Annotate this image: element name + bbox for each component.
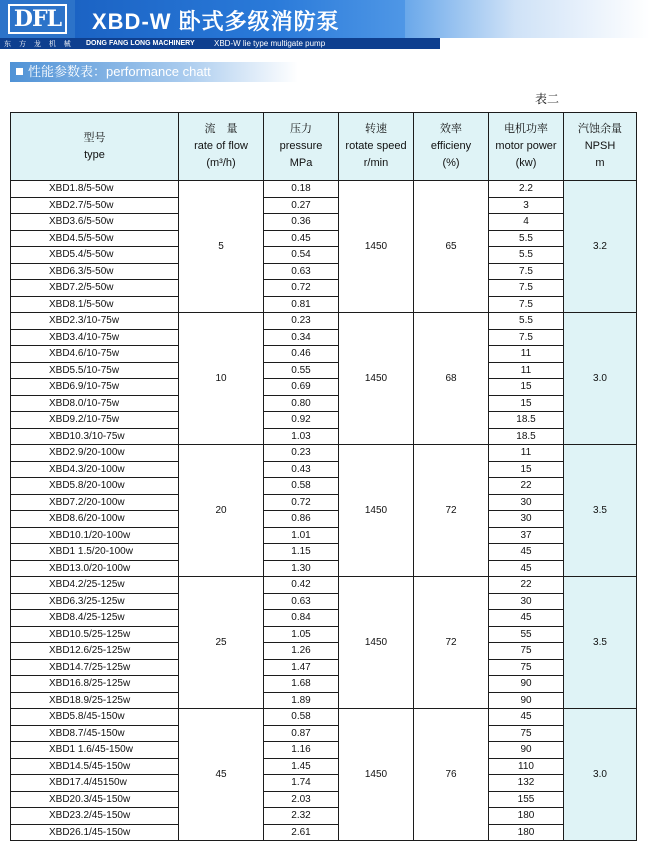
pressure-cell: 0.80 <box>264 395 339 412</box>
npsh-cell: 3.2 <box>564 181 637 313</box>
brand-logo: DFL <box>0 0 75 38</box>
npsh-cell: 3.5 <box>564 445 637 577</box>
flow-cell: 45 <box>179 709 264 841</box>
pressure-cell: 0.27 <box>264 197 339 214</box>
pressure-cell: 1.01 <box>264 527 339 544</box>
table-label: 表二 <box>535 92 560 106</box>
table-row <box>11 197 637 214</box>
pressure-cell: 1.26 <box>264 643 339 660</box>
model-cell: XBD10.3/10-75w <box>11 428 179 445</box>
model-cell: XBD23.2/45-150w <box>11 808 179 825</box>
model-cell: XBD8.6/20-100w <box>11 511 179 528</box>
pressure-cell: 0.81 <box>264 296 339 313</box>
model-cell: XBD2.9/20-100w <box>11 445 179 462</box>
power-cell: 45 <box>489 544 564 561</box>
speed-cell: 1450 <box>339 709 414 841</box>
flow-cell: 25 <box>179 577 264 709</box>
model-cell: XBD10.5/25-125w <box>11 626 179 643</box>
table-row <box>11 230 637 247</box>
power-cell: 11 <box>489 445 564 462</box>
table-row <box>11 494 637 511</box>
efficiency-cell: 72 <box>414 445 489 577</box>
model-cell: XBD5.8/45-150w <box>11 709 179 726</box>
power-cell: 18.5 <box>489 428 564 445</box>
header-pressure: 压力 pressure MPa <box>264 113 339 181</box>
power-cell: 75 <box>489 659 564 676</box>
flow-cell: 20 <box>179 445 264 577</box>
model-cell: XBD3.4/10-75w <box>11 329 179 346</box>
model-cell: XBD7.2/20-100w <box>11 494 179 511</box>
power-cell: 7.5 <box>489 296 564 313</box>
model-cell: XBD7.2/5-50w <box>11 280 179 297</box>
company-name-en: DONG FANG LONG MACHINERY <box>86 40 195 47</box>
header-flow: 流 量 rate of flow (m³/h) <box>179 113 264 181</box>
table-row <box>11 824 637 841</box>
power-cell: 37 <box>489 527 564 544</box>
pressure-cell: 1.05 <box>264 626 339 643</box>
power-cell: 15 <box>489 379 564 396</box>
pressure-cell: 0.55 <box>264 362 339 379</box>
speed-cell: 1450 <box>339 181 414 313</box>
power-cell: 132 <box>489 775 564 792</box>
pressure-cell: 1.74 <box>264 775 339 792</box>
table-row <box>11 791 637 808</box>
table-row <box>11 692 637 709</box>
power-cell: 75 <box>489 725 564 742</box>
model-cell: XBD4.5/5-50w <box>11 230 179 247</box>
table-row <box>11 313 637 330</box>
model-cell: XBD4.3/20-100w <box>11 461 179 478</box>
power-cell: 5.5 <box>489 247 564 264</box>
npsh-cell: 3.0 <box>564 709 637 841</box>
pressure-cell: 1.16 <box>264 742 339 759</box>
model-cell: XBD5.8/20-100w <box>11 478 179 495</box>
table-row <box>11 412 637 429</box>
power-cell: 110 <box>489 758 564 775</box>
model-cell: XBD6.9/10-75w <box>11 379 179 396</box>
table-row <box>11 527 637 544</box>
table-row <box>11 362 637 379</box>
pressure-cell: 0.84 <box>264 610 339 627</box>
table-row <box>11 725 637 742</box>
model-cell: XBD8.4/25-125w <box>11 610 179 627</box>
power-cell: 18.5 <box>489 412 564 429</box>
header-efficiency: 效率 efficieny (%) <box>414 113 489 181</box>
power-cell: 11 <box>489 346 564 363</box>
model-cell: XBD2.3/10-75w <box>11 313 179 330</box>
model-cell: XBD14.7/25-125w <box>11 659 179 676</box>
table-row <box>11 758 637 775</box>
table-row <box>11 445 637 462</box>
pressure-cell: 0.63 <box>264 263 339 280</box>
pressure-cell: 0.42 <box>264 577 339 594</box>
power-cell: 7.5 <box>489 280 564 297</box>
power-cell: 30 <box>489 593 564 610</box>
power-cell: 180 <box>489 824 564 841</box>
table-row <box>11 478 637 495</box>
model-cell: XBD1 1.5/20-100w <box>11 544 179 561</box>
power-cell: 3 <box>489 197 564 214</box>
power-cell: 22 <box>489 478 564 495</box>
model-cell: XBD20.3/45-150w <box>11 791 179 808</box>
pressure-cell: 1.68 <box>264 676 339 693</box>
efficiency-cell: 68 <box>414 313 489 445</box>
pressure-cell: 0.72 <box>264 280 339 297</box>
table-row <box>11 659 637 676</box>
table-row <box>11 560 637 577</box>
power-cell: 22 <box>489 577 564 594</box>
table-row <box>11 808 637 825</box>
model-cell: XBD8.7/45-150w <box>11 725 179 742</box>
title-bar-fade <box>405 0 650 38</box>
pressure-cell: 0.23 <box>264 313 339 330</box>
table-body <box>11 181 637 841</box>
model-cell: XBD26.1/45-150w <box>11 824 179 841</box>
model-cell: XBD3.6/5-50w <box>11 214 179 231</box>
pressure-cell: 0.46 <box>264 346 339 363</box>
company-strip <box>0 38 440 49</box>
table-row <box>11 709 637 726</box>
model-cell: XBD4.2/25-125w <box>11 577 179 594</box>
power-cell: 5.5 <box>489 313 564 330</box>
table-row <box>11 428 637 445</box>
pressure-cell: 1.45 <box>264 758 339 775</box>
power-cell: 11 <box>489 362 564 379</box>
efficiency-cell: 72 <box>414 577 489 709</box>
power-cell: 75 <box>489 643 564 660</box>
pressure-cell: 1.30 <box>264 560 339 577</box>
pressure-cell: 0.87 <box>264 725 339 742</box>
pressure-cell: 0.58 <box>264 478 339 495</box>
table-row <box>11 610 637 627</box>
model-cell: XBD5.5/10-75w <box>11 362 179 379</box>
model-cell: XBD12.6/25-125w <box>11 643 179 660</box>
power-cell: 45 <box>489 560 564 577</box>
power-cell: 30 <box>489 494 564 511</box>
table-row <box>11 544 637 561</box>
power-cell: 15 <box>489 395 564 412</box>
page-header <box>0 0 650 48</box>
header-speed: 转速 rotate speed r/min <box>339 113 414 181</box>
model-cell: XBD10.1/20-100w <box>11 527 179 544</box>
pressure-cell: 0.86 <box>264 511 339 528</box>
model-cell: XBD14.5/45-150w <box>11 758 179 775</box>
table-row <box>11 643 637 660</box>
model-cell: XBD1 1.6/45-150w <box>11 742 179 759</box>
speed-cell: 1450 <box>339 577 414 709</box>
power-cell: 15 <box>489 461 564 478</box>
pressure-cell: 0.34 <box>264 329 339 346</box>
table-row <box>11 263 637 280</box>
speed-cell: 1450 <box>339 445 414 577</box>
pressure-cell: 2.03 <box>264 791 339 808</box>
table-row <box>11 214 637 231</box>
pressure-cell: 0.36 <box>264 214 339 231</box>
table-row <box>11 296 637 313</box>
pressure-cell: 1.15 <box>264 544 339 561</box>
model-cell: XBD9.2/10-75w <box>11 412 179 429</box>
table-row <box>11 577 637 594</box>
performance-table <box>10 112 637 841</box>
power-cell: 30 <box>489 511 564 528</box>
power-cell: 4 <box>489 214 564 231</box>
npsh-cell: 3.0 <box>564 313 637 445</box>
npsh-cell: 3.5 <box>564 577 637 709</box>
power-cell: 155 <box>489 791 564 808</box>
table-row <box>11 511 637 528</box>
product-subtitle: XBD-W lie type multigate pump <box>214 39 326 48</box>
efficiency-cell: 65 <box>414 181 489 313</box>
pressure-cell: 0.72 <box>264 494 339 511</box>
power-cell: 2.2 <box>489 181 564 198</box>
power-cell: 90 <box>489 676 564 693</box>
power-cell: 55 <box>489 626 564 643</box>
flow-cell: 5 <box>179 181 264 313</box>
power-cell: 7.5 <box>489 329 564 346</box>
model-cell: XBD13.0/20-100w <box>11 560 179 577</box>
pressure-cell: 0.92 <box>264 412 339 429</box>
efficiency-cell: 76 <box>414 709 489 841</box>
power-cell: 180 <box>489 808 564 825</box>
company-name-cn: 东 方 龙 机 械 <box>4 40 74 48</box>
table-row <box>11 775 637 792</box>
pressure-cell: 1.89 <box>264 692 339 709</box>
power-cell: 45 <box>489 610 564 627</box>
pressure-cell: 2.32 <box>264 808 339 825</box>
pressure-cell: 0.63 <box>264 593 339 610</box>
header-motor-power: 电机功率 motor power (kw) <box>489 113 564 181</box>
table-row <box>11 329 637 346</box>
table-row <box>11 461 637 478</box>
power-cell: 5.5 <box>489 230 564 247</box>
table-row <box>11 626 637 643</box>
table-row <box>11 676 637 693</box>
model-cell: XBD5.4/5-50w <box>11 247 179 264</box>
power-cell: 90 <box>489 742 564 759</box>
header-npsh: 汽蚀余量 NPSH m <box>564 113 637 181</box>
model-cell: XBD2.7/5-50w <box>11 197 179 214</box>
pressure-cell: 0.69 <box>264 379 339 396</box>
pressure-cell: 0.43 <box>264 461 339 478</box>
section-title: 性能参数表：performance chatt <box>10 62 298 82</box>
table-row <box>11 742 637 759</box>
model-cell: XBD1.8/5-50w <box>11 181 179 198</box>
table-row <box>11 346 637 363</box>
header-type: 型号 type <box>11 113 179 181</box>
model-cell: XBD17.4/45150w <box>11 775 179 792</box>
power-cell: 90 <box>489 692 564 709</box>
flow-cell: 10 <box>179 313 264 445</box>
table-row <box>11 379 637 396</box>
power-cell: 7.5 <box>489 263 564 280</box>
pressure-cell: 0.58 <box>264 709 339 726</box>
table-row <box>11 247 637 264</box>
pressure-cell: 1.03 <box>264 428 339 445</box>
table-row <box>11 280 637 297</box>
model-cell: XBD6.3/5-50w <box>11 263 179 280</box>
model-cell: XBD18.9/25-125w <box>11 692 179 709</box>
table-row <box>11 593 637 610</box>
pressure-cell: 1.47 <box>264 659 339 676</box>
model-cell: XBD4.6/10-75w <box>11 346 179 363</box>
page-title: XBD-W 卧式多级消防泵 <box>92 9 340 34</box>
table-row <box>11 181 637 198</box>
table-row <box>11 395 637 412</box>
model-cell: XBD16.8/25-125w <box>11 676 179 693</box>
speed-cell: 1450 <box>339 313 414 445</box>
pressure-cell: 0.45 <box>264 230 339 247</box>
model-cell: XBD8.0/10-75w <box>11 395 179 412</box>
pressure-cell: 0.23 <box>264 445 339 462</box>
model-cell: XBD6.3/25-125w <box>11 593 179 610</box>
model-cell: XBD8.1/5-50w <box>11 296 179 313</box>
pressure-cell: 0.54 <box>264 247 339 264</box>
power-cell: 45 <box>489 709 564 726</box>
pressure-cell: 2.61 <box>264 824 339 841</box>
pressure-cell: 0.18 <box>264 181 339 198</box>
